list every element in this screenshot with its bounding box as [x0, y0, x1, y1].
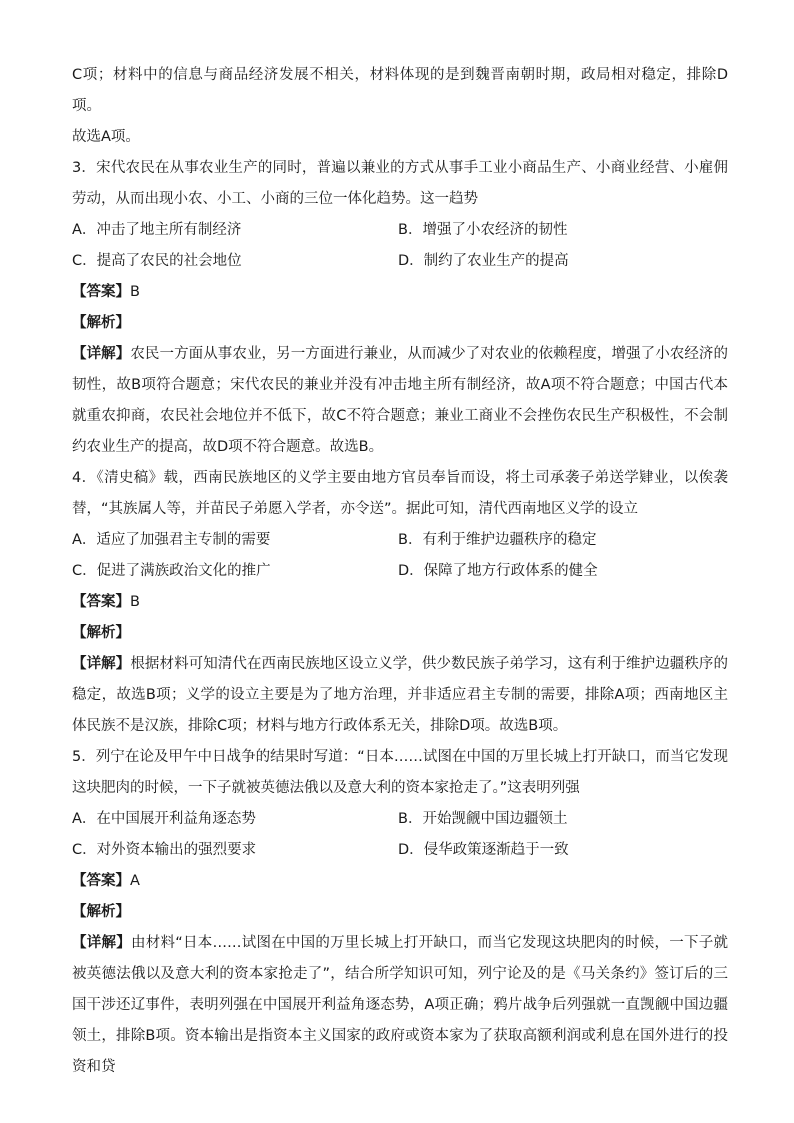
analysis-line — [72, 308, 728, 339]
detail-text: 农民一方面从事农业，另一方面进行兼业，从而减少了对农业的依赖程度，增强了小农经济的韧性，故B项符合题意；宋代农民的兼业并没有冲击地主所有制经济，故A项不符合题意；中国古代本就重农抑商，农民社会地位并不低下，故C不符合题意；兼业工商业不会挫伤农民生产积极性，不会制约农业生产的提高，故D项不符合题意。故选B。 — [72, 346, 729, 455]
option-b: B．有利于维护边疆秩序的稳定 — [398, 532, 597, 548]
option-c: C．对外资本输出的强烈要求 — [72, 842, 257, 858]
question-5 — [72, 742, 728, 1083]
detail-text: 根据材料可知清代在西南民族地区设立义学，供少数民族子弟学习，这有利于维护边疆秩序的稳定，故选B项；义学的设立主要是为了地方治理，并非适应君主专制的需要，排除A项；西南地区主体民族不是汉族，排除C项；材料与地方行政体系无关，排除D项。故选B项。 — [72, 656, 729, 734]
question-3 — [72, 153, 728, 463]
detail-paragraph — [72, 928, 728, 1083]
answer-tag: 【答案】 — [72, 594, 130, 610]
detail-tag: 【详解】 — [72, 656, 131, 672]
options-grid — [72, 525, 728, 587]
analysis-tag: 【解析】 — [72, 625, 130, 641]
analysis-line — [72, 618, 728, 649]
question-4 — [72, 463, 728, 742]
analysis-tag: 【解析】 — [72, 904, 130, 920]
option-d: D．保障了地方行政体系的健全 — [398, 563, 598, 579]
question-stem: 4．《清史稿》载，西南民族地区的义学主要由地方官员奉旨而设，将土司承袭子弟送学肄业，以俟袭替，“其族属人等，并苗民子弟愿入学者，亦令送”。据此可知，清代西南地区义学的设立 — [72, 470, 728, 517]
option-a: A．冲击了地主所有制经济 — [72, 222, 242, 238]
document-page — [72, 60, 728, 1083]
detail-text: 由材料“日本……试图在中国的万里长城上打开缺口，而当它发现这块肥肉的时候，一下子就被英德法俄以及意大利的资本家抢走了”，结合所学知识可知，列宁论及的是《马关条约》签订后的三国干涉还辽事件，表明列强在中国展开利益角逐态势，A项正确；鸦片战争后列强就一直觊觎中国边疆领土，排除B项。资本输出是指资本主义国家的政府或资本家为了获取高额利润或利息在国外进行的投资和贷 — [72, 935, 729, 1075]
answer-line — [72, 866, 728, 897]
option-b: B．开始觊觎中国边疆领土 — [398, 811, 568, 827]
option-d: D．制约了农业生产的提高 — [398, 253, 569, 269]
intro-block — [72, 60, 728, 153]
question-stem: 5．列宁在论及甲午中日战争的结果时写道：“日本……试图在中国的万里长城上打开缺口，而当它发现这块肥肉的时候，一下子就被英德法俄以及意大利的资本家抢走了。”这表明列强 — [72, 749, 728, 796]
option-a: A．适应了加强君主专制的需要 — [72, 532, 271, 548]
answer-line — [72, 277, 728, 308]
options-grid — [72, 215, 728, 277]
answer-tag: 【答案】 — [72, 284, 130, 300]
detail-paragraph — [72, 649, 728, 742]
detail-tag: 【详解】 — [72, 935, 131, 951]
answer-line — [72, 587, 728, 618]
option-c: C．促进了满族政治文化的推广 — [72, 563, 271, 579]
option-d: D．侵华政策逐渐趋于一致 — [398, 842, 569, 858]
option-b: B．增强了小农经济的韧性 — [398, 222, 568, 238]
option-a: A．在中国展开利益角逐态势 — [72, 811, 256, 827]
intro-line: 故选A项。 — [72, 129, 140, 145]
answer-tag: 【答案】 — [72, 873, 130, 889]
question-stem: 3．宋代农民在从事农业生产的同时，普遍以兼业的方式从事手工业小商品生产、小商业经营、小雇佣劳动，从而出现小农、小工、小商的三位一体化趋势。这一趋势 — [72, 160, 728, 207]
detail-tag: 【详解】 — [72, 346, 131, 362]
detail-paragraph — [72, 339, 728, 463]
answer-value: B — [130, 594, 140, 610]
answer-value: A — [130, 873, 140, 889]
intro-line: C项；材料中的信息与商品经济发展不相关，材料体现的是到魏晋南朝时期，政局相对稳定，排除D项。 — [72, 67, 728, 114]
analysis-line — [72, 897, 728, 928]
answer-value: B — [130, 284, 140, 300]
options-grid — [72, 804, 728, 866]
analysis-tag: 【解析】 — [72, 315, 130, 331]
option-c: C．提高了农民的社会地位 — [72, 253, 242, 269]
